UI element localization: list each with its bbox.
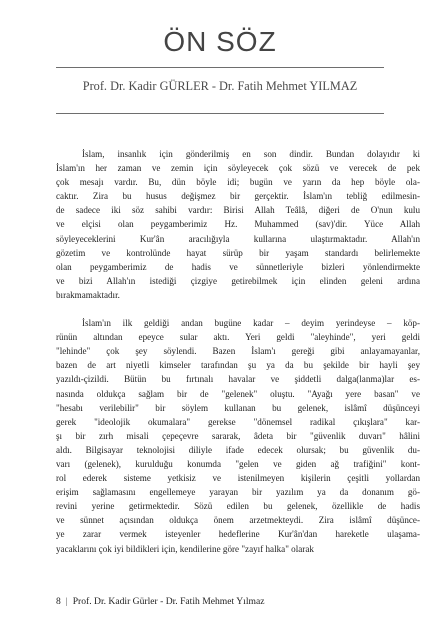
footer-separator: | [65,596,68,607]
text-line: İslam'ın ilk geldiği andan bugüne kadar – deyim yerindeyse – köp- [82,318,420,329]
text-line: rünün altından epeyce sular aktı. Yeri geldi "aleyhinde", yeri geldi [56,332,420,343]
paragraph [56,147,420,302]
text-line: erişim sağlamasını engellemeye yarayan bir yazılım ya da donanım gö- [56,487,420,498]
body-text [56,147,420,556]
authors-line: Prof. Dr. Kadir GÜRLER - Dr. Fatih Mehmet YILMAZ [82,79,358,93]
text-line: İslam, insanlık için gönderilmiş en son dindir. Bundan dolayıdır ki [82,149,420,159]
text-line: "hesabı verilebilir" bir söylem kullanan bu gelenek, islâmî düşünceyi [56,402,420,413]
text-line: de sadece iki söz sahibi vardır: Birisi Allah Teâlâ, diğeri de O'nun kulu [56,205,420,216]
text-line: gerek "ideolojik okumalara" gerekse "dönemsel radikal çıkışlara" kar- [56,416,420,427]
text-line: caktır. Zira bu husus değişmez bir gerçektir. İslam'ın tebliğ edilmesin- [56,191,420,202]
text-line: ye zarar vermek isteyenler hedeflerine Kur'ân'dan hareketle ulaşama- [56,529,420,540]
page-footer [56,596,264,607]
text-line: rol ederek sisteme yetkisiz ve istenilmeyen kişilerin çeşitli yollardan [56,473,420,484]
text-line: olan peygamberimiz de hadis ve sünnetleriyle bizleri yönlendirmekte [56,261,420,272]
text-line: çok mesajı vardır. Bu, dün böyle idi; bugün ve yarın da hep böyle ola- [56,177,420,188]
text-line: revini yerine getirmektedir. Sözü edilen bu gelenek, özellikle de hadis [56,501,420,512]
text-line: yazıldı-çizildi. Bütün bu fırtınalı havalar ve şiddetli dalga(lanma)lar es- [56,374,420,385]
title-divider-top [56,67,384,68]
text-line: "lehinde" çok şey söylendi. Bazen İslam'ı gereği gibi anlayamayanlar, [56,346,420,357]
paragraph [56,316,420,556]
title-divider-bottom [56,113,384,114]
text-line: aldı. Bilgisayar teknolojisi diliyle ifade edecek olursak; bu güvenlik du- [56,444,420,455]
text-line: bazen de art niyetli kimseler tarafından şu ya da bu şekilde bir hayli şey [56,360,420,371]
text-line: bırakmamaktadır. [56,289,120,300]
text-line: söyleyeceklerini Kur'ân aracılığıyla kullarına ulaştırmaktadır. Allah'ın [56,233,420,244]
paragraph-spacer [56,302,420,316]
text-line: varı (gelenek), kurulduğu konumda "gelen ve giden ağ trafiğini" kont- [56,458,420,469]
text-line: İslam'ın her zaman ve zemin için söyleyecek çok sözü ve verecek de pek [56,163,420,174]
text-line: yacaklarını çok iyi bildikleri için, kendilerine göre "zayıf halka" olarak [56,543,314,554]
text-line: gözetim ve kontrolünde hayat sürüp bir yaşam standardı belirlemekte [56,247,420,258]
text-line: ve elçisi olan peygamberimiz Hz. Muhammed (sav)'dir. Yüce Allah [56,219,420,230]
text-line: ve bizi Allah'ın istediği çizgiye getirebilmek için elinden geleni ardına [56,275,420,286]
running-head: Prof. Dr. Kadir Gürler - Dr. Fatih Mehmet Yılmaz [72,596,265,607]
text-line: nasında oldukça sağlam bir de "gelenek" oluştu. "Ayağı yere basan" ve [56,388,420,399]
text-line: şı bir zırh misali çepeçevre sararak, âdeta bir "güvenlik duvarı" hâlini [56,430,420,441]
text-line: ve sünnet açısından oldukça önem arzetmekteydi. Zira islâmî düşünce- [56,515,420,526]
page-number: 8 [56,596,61,607]
page-title: ÖN SÖZ [163,26,277,57]
